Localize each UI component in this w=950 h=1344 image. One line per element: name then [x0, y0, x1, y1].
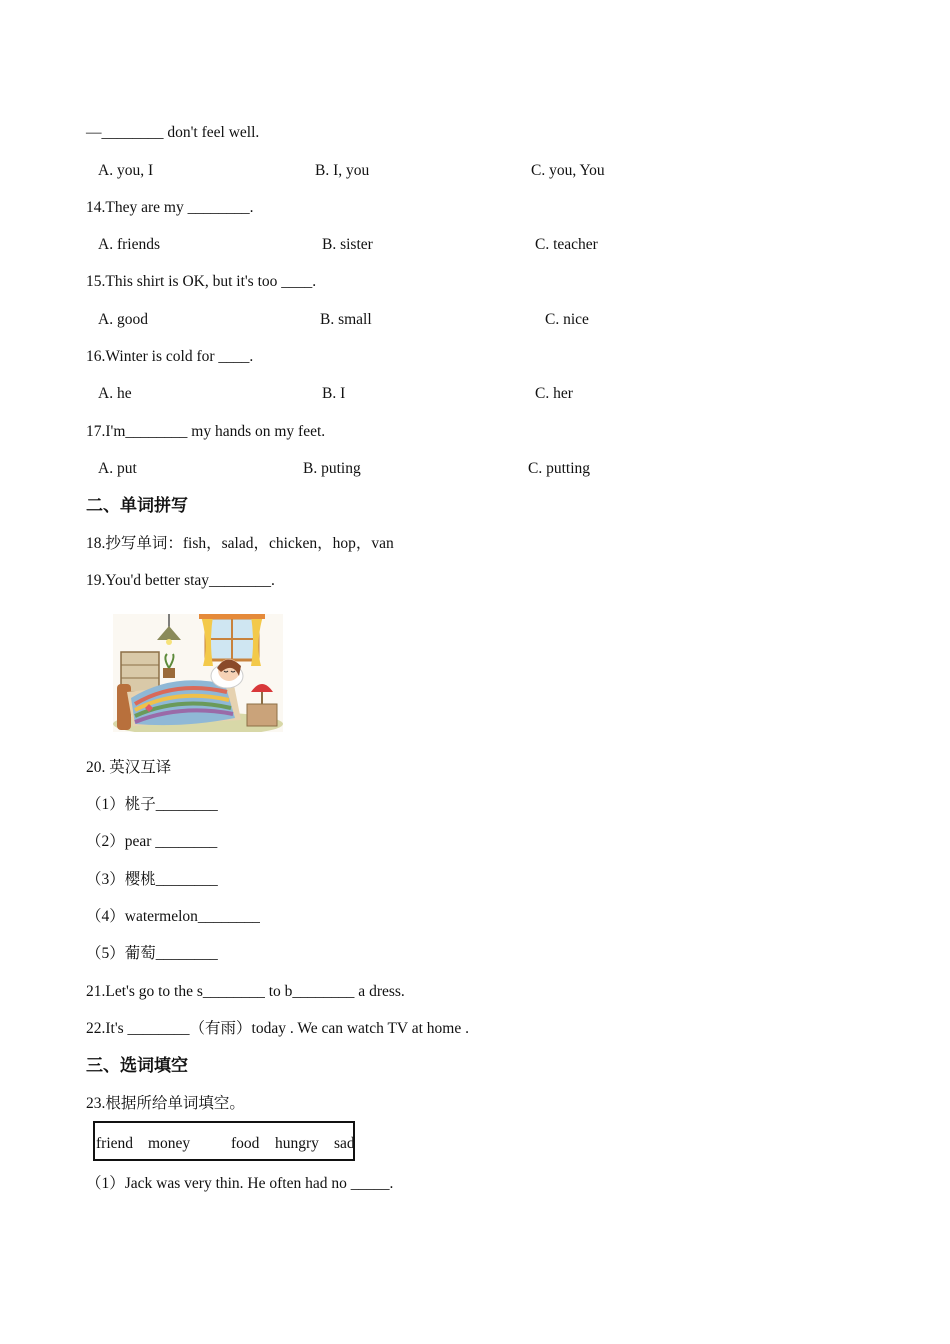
word-bank-word: hungry: [275, 1135, 319, 1152]
q16-option-c: C. her: [535, 385, 573, 402]
word-bank-word: money: [148, 1135, 191, 1152]
q16-option-a: A. he: [98, 385, 132, 402]
sick-girl-in-bed-illustration: [113, 614, 283, 732]
q15-option-a: A. good: [98, 311, 148, 328]
q23-sub1-text: （1）Jack was very thin. He often had no: [86, 1175, 351, 1192]
q13-option-b: B. I, you: [315, 162, 370, 179]
q20-item-4: （4）watermelon________: [86, 908, 260, 925]
q13-option-a: A. you, I: [98, 162, 154, 179]
q14-stem: 14.They are my ________.: [86, 199, 254, 216]
q17-stem: 17.I'm________ my hands on my feet.: [86, 423, 326, 440]
q15-option-b: B. small: [320, 311, 372, 328]
section-heading-spelling: 二、单词拼写: [86, 496, 188, 516]
q15-stem: 15.This shirt is OK, but it's too ____.: [86, 273, 317, 290]
q23-sub1-blank: _____.: [350, 1175, 394, 1192]
q14-option-a: A. friends: [98, 236, 160, 253]
q14-option-b: B. sister: [322, 236, 373, 253]
q15-option-c: C. nice: [545, 311, 589, 328]
q23-stem: 23.根据所给单词填空。: [86, 1095, 245, 1112]
q18-stem: 18.抄写单词：fish，salad，chicken，hop，van: [86, 535, 394, 552]
word-bank-box: [93, 1121, 355, 1161]
q21-stem: 21.Let's go to the s________ to b________ a dress.: [86, 983, 405, 1000]
q14-option-c: C. teacher: [535, 236, 598, 253]
q20-item-2: （2）pear ________: [86, 833, 218, 850]
word-bank-word: friend: [96, 1135, 134, 1152]
word-bank-word: food: [231, 1135, 260, 1152]
q16-stem: 16.Winter is cold for ____.: [86, 348, 254, 365]
q16-option-b: B. I: [322, 385, 346, 402]
q20-item-3: （3）樱桃________: [86, 871, 218, 888]
q13-option-c: C. you, You: [531, 162, 605, 179]
q17-option-c: C. putting: [528, 460, 591, 477]
section-heading-fill-in: 三、选词填空: [86, 1056, 188, 1076]
q17-option-b: B. puting: [303, 460, 361, 477]
word-bank-word: sad: [334, 1135, 355, 1152]
q20-stem: 20. 英汉互译: [86, 759, 172, 776]
q22-stem: 22.It's ________（有雨）today . We can watch TV at home .: [86, 1020, 469, 1037]
q20-item-1: （1）桃子________: [86, 796, 218, 813]
q17-option-a: A. put: [98, 460, 137, 477]
q13-stem: —________ don't feel well.: [86, 124, 260, 141]
q20-item-5: （5）葡萄________: [86, 945, 218, 962]
q23-sub1: [86, 1174, 393, 1194]
q19-stem: 19.You'd better stay________.: [86, 572, 275, 589]
